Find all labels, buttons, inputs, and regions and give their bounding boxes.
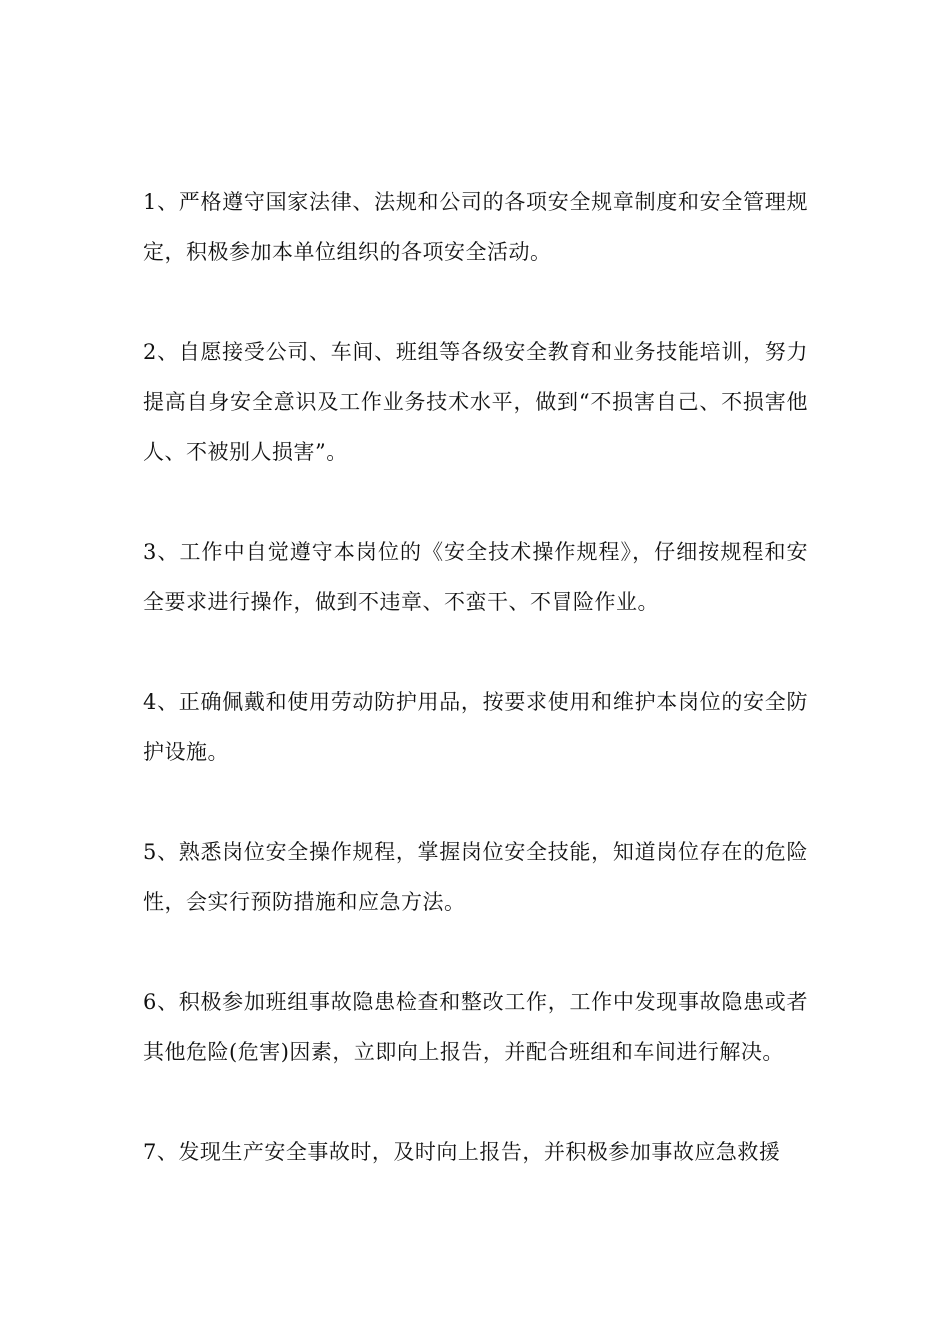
paragraph-6: 6、积极参加班组事故隐患检查和整改工作，工作中发现事故隐患或者其他危险(危害)因素，立即向上报告，并配合班组和车间进行解决。 [143,990,808,1064]
paragraph-7: 7、发现生产安全事故时，及时向上报告，并积极参加事故应急救援 [143,1140,781,1164]
paragraph-1: 1、严格遵守国家法律、法规和公司的各项安全规章制度和安全管理规定，积极参加本单位组织的各项安全活动。 [143,190,808,264]
document-body [143,177,808,1177]
paragraph-5: 5、熟悉岗位安全操作规程，掌握岗位安全技能，知道岗位存在的危险性，会实行预防措施和应急方法。 [143,840,808,914]
paragraph-4: 4、正确佩戴和使用劳动防护用品，按要求使用和维护本岗位的安全防护设施。 [143,690,808,764]
paragraph-2: 2、自愿接受公司、车间、班组等各级安全教育和业务技能培训，努力提高自身安全意识及工作业务技术水平，做到“不损害自己、不损害他人、不被别人损害”。 [143,340,808,464]
paragraph-3: 3、工作中自觉遵守本岗位的《安全技术操作规程》，仔细按规程和安全要求进行操作，做到不违章、不蛮干、不冒险作业。 [143,540,808,614]
